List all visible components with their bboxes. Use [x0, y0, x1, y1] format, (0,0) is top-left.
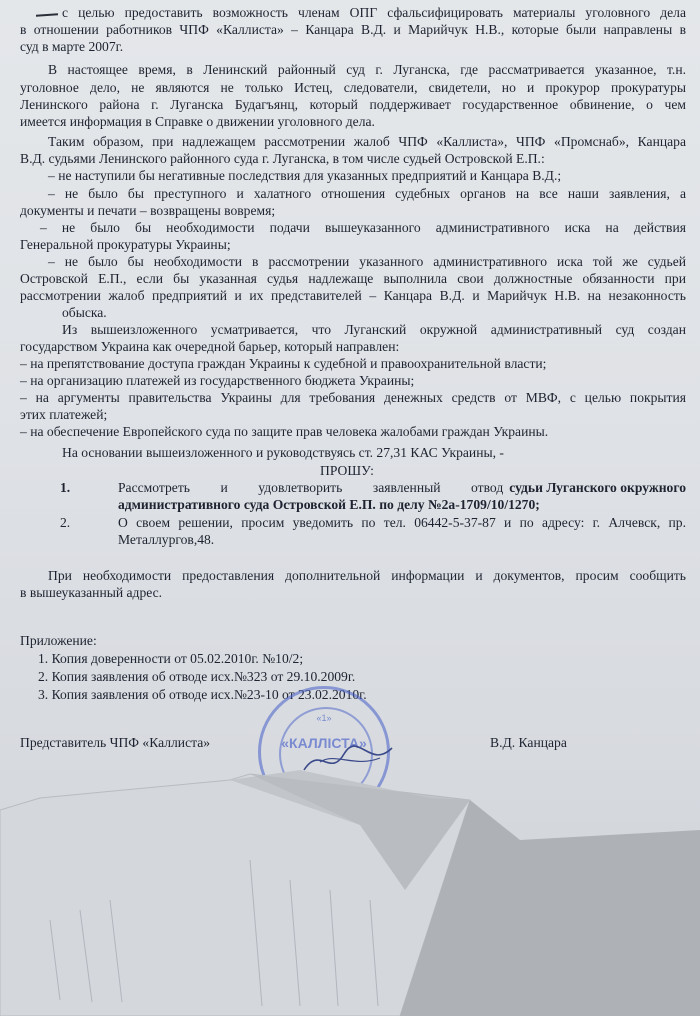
stamp-number: «1» [316, 713, 332, 723]
request-1-line2: административного суда Островской Е.П. по делу №2а-1709/10/1270; [118, 497, 540, 512]
list-item-3-line2: этих платежей; [20, 407, 108, 422]
item4-line1: – не было бы необходимости в рассмотрении указанного административного иска той же судьей [48, 254, 686, 269]
request-1-line1 [118, 479, 686, 496]
item1: – не наступили бы негативные последствия для указанных предприятий и Канцара В.Д.; [48, 168, 562, 183]
handwritten-mark [36, 13, 58, 17]
request-2-line2: Металлургов,48. [118, 532, 215, 547]
para4-line2: государством Украина как очередной барьер, который направлен: [20, 339, 400, 354]
attachment-item: 3. Копия заявления об отводе исх.№23-10 от 23.02.2010г. [38, 687, 367, 702]
list-item-4: – на обеспечение Европейского суда по защите прав человека жалобами граждан Украины. [20, 424, 549, 439]
closing-line2: в вышеуказанный адрес. [20, 585, 163, 600]
para1-line2: в отношении работников ЧПФ «Каллиста» – Канцара В.Д. и Марийчук Н.В., которые были направлены в [20, 22, 686, 37]
signature-role: Представитель ЧПФ «Каллиста» [20, 735, 211, 750]
request-heading: ПРОШУ: [320, 463, 374, 478]
item3-line2: Генеральной прокуратуры Украины; [20, 237, 231, 252]
para3-line1: Таким образом, при надлежащем рассмотрении жалоб ЧПФ «Каллиста», ЧПФ «Промснаб», Канцара [48, 134, 686, 149]
para2-line4: имеется информация в Справке о движении уголовного дела. [20, 114, 375, 129]
list-item-3-line1: – на аргументы правительства Украины для требования денежных средств от МВФ, с целью покрытия [20, 390, 686, 405]
para2-line3: Ленинского района г. Луганска Будагъянц, который поддерживает государственное обвинение, о чем [20, 97, 686, 112]
attachments-title: Приложение: [20, 633, 97, 648]
list-item-2: – на организацию платежей из государственного бюджета Украины; [20, 373, 415, 388]
stamp-name: «КАЛЛІСТА» [281, 735, 367, 751]
para2-line2: уголовное дело, не являются не только Истец, следователи, свидетели, но и прокурор прокуратуры [20, 80, 686, 95]
item2-line1: – не было бы преступного и халатного отношения судебных органов на все наши заявления, а [48, 186, 686, 201]
para3-line2: В.Д. судьями Ленинского районного суда г. Луганска, в том числе судьей Островской Е.П.: [20, 151, 545, 166]
request-1-bold: судьи Луганского окружного [509, 480, 686, 495]
request-2-line1: О своем решении, просим уведомить по тел. 06442-5-37-87 и по адресу: г. Алчевск, пр. [118, 515, 686, 530]
item4-line2: Островской Е.П., если бы указанная судья надлежаще выполнила свои должностные обязанности при [20, 271, 686, 286]
request-1-number: 1. [60, 480, 71, 495]
item4-line3: рассмотрении жалоб предприятий и их представителей – Канцара В.Д. и Марийчук Н.В. на незаконность [20, 288, 686, 303]
para4-line1: Из вышеизложенного усматривается, что Луганский окружной административный суд создан [62, 322, 686, 337]
para1-line3: суд в марте 2007г. [20, 39, 124, 54]
para1-line1: с целью предоставить возможность членам ОПГ сфальсифицировать материалы уголовного дела [62, 5, 686, 20]
item4-line4: обыска. [62, 305, 107, 320]
para2-line1: В настоящее время, в Ленинский районный суд г. Луганска, где рассматривается указанное, т.н. [48, 62, 686, 77]
request-2-number: 2. [60, 515, 71, 530]
attachment-item: 2. Копия заявления об отводе исх.№323 от 29.10.2009г. [38, 669, 356, 684]
attachment-item: 1. Копия доверенности от 05.02.2010г. №10/2; [38, 651, 304, 666]
attached-receipt [0, 770, 700, 1016]
request-1-plain: Рассмотреть и удовлетворить заявленный отвод [118, 480, 504, 495]
closing-line1: При необходимости предоставления дополнительной информации и документов, просим сообщить [48, 568, 686, 583]
basis-text: На основании вышеизложенного и руководствуясь ст. 27,31 КАС Украины, - [62, 445, 504, 460]
item3-line1: – не было бы необходимости подачи вышеуказанного административного иска на действия [40, 220, 686, 235]
list-item-1: – на препятствование доступа граждан Украины к судебной и правоохранительной власти; [20, 356, 547, 371]
item2-line2: документы и печати – возвращены вовремя; [20, 203, 276, 218]
signature-name: В.Д. Канцара [490, 735, 567, 750]
